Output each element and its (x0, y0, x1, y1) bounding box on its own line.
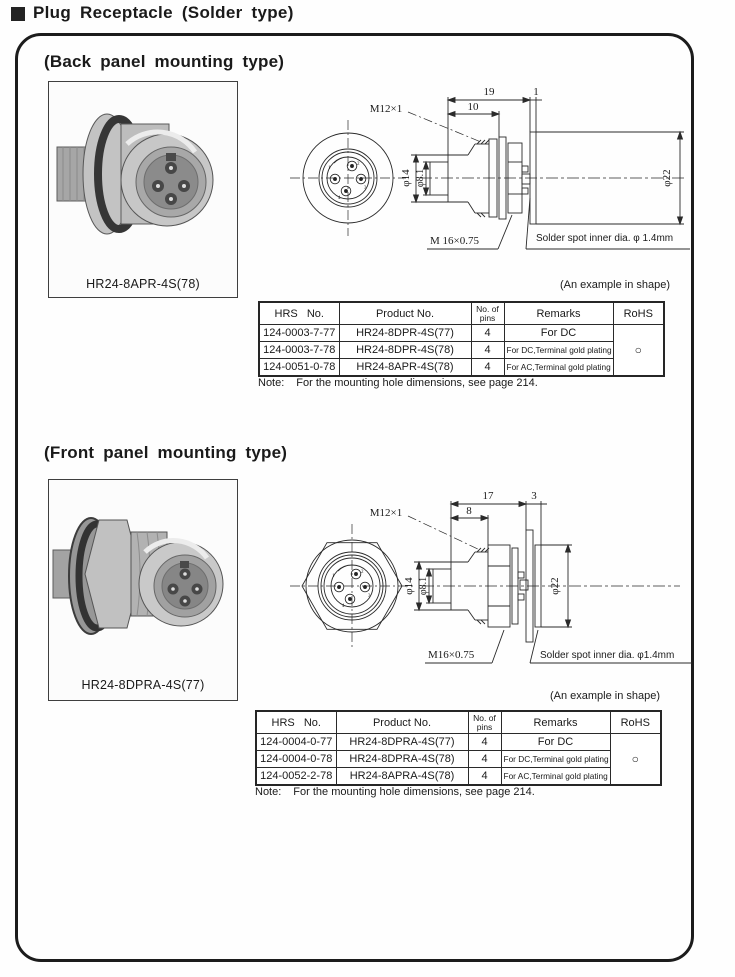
col-header-pins (468, 711, 501, 734)
table-row (256, 751, 661, 768)
cell-product: HR24-8APRA-4S(78) (336, 768, 468, 786)
col-header-product: Product No. (339, 302, 471, 325)
dim-front-length-label: 10 (467, 101, 479, 113)
technical-drawing-front-panel (280, 482, 695, 682)
pins-header-line1: No. of (473, 712, 496, 723)
front-thread-label: M12×1 (369, 507, 403, 519)
cell-hrs: 124-0052-2-78 (256, 768, 336, 786)
cell-pins: 4 (471, 325, 504, 342)
cell-pins: 4 (468, 768, 501, 786)
dim-plate-thickness-label: 3 (531, 490, 537, 502)
pin-number: 4 (338, 196, 341, 201)
cell-hrs: 124-0003-7-77 (259, 325, 339, 342)
table-row (259, 325, 664, 342)
note-text: For the mounting hole dimensions, see page 214. (293, 786, 535, 798)
table-header-row (256, 711, 661, 734)
note-label: Note: (258, 377, 285, 389)
col-header-hrs: HRS No. (256, 711, 336, 734)
pin-number: 4 (342, 604, 345, 609)
cell-remarks: For DC (501, 734, 610, 751)
section-marker-icon (11, 7, 25, 21)
photo-caption: HR24-8DPRA-4S(77) (81, 678, 205, 692)
cell-product: HR24-8DPR-4S(77) (339, 325, 471, 342)
connector-photo-illustration (49, 82, 234, 262)
flange-diameter-label: φ22 (661, 169, 673, 187)
solder-spot-note: Solder spot inner dia. φ1.4mm (540, 650, 675, 661)
example-shape-label: (An example in shape) (549, 690, 660, 702)
dim-front-length-label: 8 (466, 505, 472, 517)
cell-hrs: 124-0051-0-78 (259, 359, 339, 377)
mount-thread-label: M16×0.75 (428, 649, 475, 661)
cell-pins: 4 (468, 751, 501, 768)
front-thread-label: M12×1 (369, 103, 403, 115)
note-text: For the mounting hole dimensions, see page 214. (296, 377, 538, 389)
pin-number: 3 (364, 186, 367, 191)
product-photo (48, 81, 238, 298)
cell-remarks: For AC,Terminal gold plating (504, 359, 613, 377)
pin-number: 1 (332, 574, 335, 579)
cell-hrs: 124-0004-0-78 (256, 751, 336, 768)
table-row (256, 734, 661, 751)
mounting-note (255, 786, 535, 798)
section-heading: (Front panel mounting type) (44, 443, 288, 462)
rohs-compliance-mark: ○ (610, 734, 661, 786)
cell-product: HR24-8DPR-4S(78) (339, 342, 471, 359)
cell-remarks: For DC,Terminal gold plating (504, 342, 613, 359)
pins-header-line1: No. of (476, 303, 499, 314)
cell-remarks: For DC,Terminal gold plating (501, 751, 610, 768)
rohs-compliance-mark: ○ (613, 325, 664, 377)
mount-thread-label: M 16×0.75 (430, 235, 479, 247)
table-row (256, 768, 661, 786)
pin-number: 2 (357, 162, 360, 167)
table-row (259, 359, 664, 377)
cell-remarks: For DC (504, 325, 613, 342)
front-view (290, 524, 414, 648)
cell-remarks: For AC,Terminal gold plating (501, 768, 610, 786)
section-heading: (Back panel mounting type) (44, 52, 285, 71)
pins-header-line2: pins (479, 312, 496, 323)
cell-pins: 4 (468, 734, 501, 751)
mounting-note (258, 377, 538, 389)
solder-spot-note: Solder spot inner dia. φ 1.4mm (536, 233, 674, 244)
cell-hrs: 124-0004-0-77 (256, 734, 336, 751)
col-header-remarks: Remarks (504, 302, 613, 325)
dim-plate-thickness-label: 1 (533, 86, 539, 98)
pin-number: 3 (368, 594, 371, 599)
product-photo (48, 479, 238, 701)
body-diameter-label: φ14 (403, 577, 415, 595)
col-header-rohs: RoHS (613, 302, 664, 325)
front-view (290, 120, 406, 236)
dim-total-length-label: 19 (483, 86, 495, 98)
col-header-hrs: HRS No. (259, 302, 339, 325)
hole-diameter-label: φ8.1 (415, 168, 426, 188)
connector-photo-illustration (49, 480, 234, 664)
cell-pins: 4 (471, 342, 504, 359)
pins-header-line2: pins (476, 721, 493, 732)
col-header-remarks: Remarks (501, 711, 610, 734)
cell-product: HR24-8APR-4S(78) (339, 359, 471, 377)
page-title: Plug Receptacle (Solder type) (33, 3, 294, 22)
cell-pins: 4 (471, 359, 504, 377)
col-header-product: Product No. (336, 711, 468, 734)
cell-product: HR24-8DPRA-4S(78) (336, 751, 468, 768)
example-shape-label: (An example in shape) (559, 279, 670, 291)
technical-drawing-back-panel (280, 82, 695, 277)
cell-product: HR24-8DPRA-4S(77) (336, 734, 468, 751)
col-header-pins (471, 302, 504, 325)
product-table (258, 301, 665, 377)
col-header-rohs: RoHS (610, 711, 661, 734)
table-row (259, 342, 664, 359)
pin-number: 1 (328, 166, 331, 171)
table-header-row (259, 302, 664, 325)
hole-diameter-label: φ8.1 (418, 576, 429, 596)
flange-diameter-label: φ22 (549, 577, 561, 595)
pin-number: 2 (361, 570, 364, 575)
note-label: Note: (255, 786, 282, 798)
body-diameter-label: φ14 (400, 169, 412, 187)
dim-total-length-label: 17 (482, 490, 494, 502)
cell-hrs: 124-0003-7-78 (259, 342, 339, 359)
product-table (255, 710, 662, 786)
photo-caption: HR24-8APR-4S(78) (86, 277, 200, 291)
